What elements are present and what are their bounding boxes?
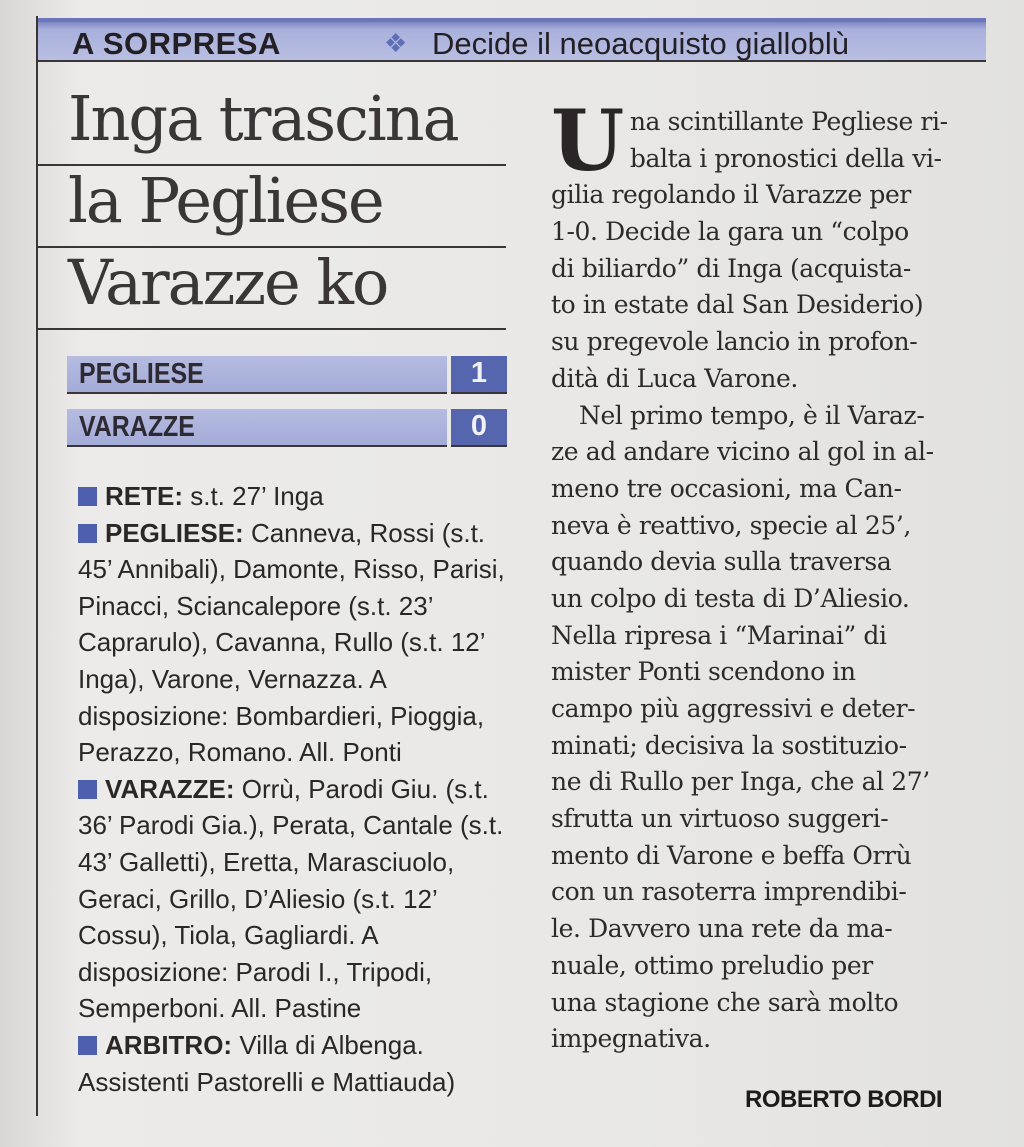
article-line: impegnativa. bbox=[551, 1024, 711, 1054]
article-line: di biliardo” di Inga (acquista- bbox=[551, 253, 911, 283]
lineup-entry: ARBITRO: Villa di Albenga. Assistenti Pastorelli e Mattiauda) bbox=[78, 1029, 456, 1097]
square-bullet-icon bbox=[78, 780, 97, 799]
score-row-home bbox=[67, 356, 507, 394]
article-line: un colpo di testa di D’Aliesio. bbox=[551, 583, 910, 613]
headline bbox=[38, 84, 506, 330]
article-paragraph bbox=[551, 398, 987, 1058]
kicker-bar bbox=[38, 18, 986, 62]
drop-cap: U bbox=[551, 91, 624, 190]
square-bullet-icon bbox=[78, 487, 97, 506]
article-line: una stagione che sarà molto bbox=[551, 987, 899, 1017]
article-line: meno tre occasioni, ma Can- bbox=[551, 473, 902, 503]
article-body bbox=[551, 91, 987, 1058]
diamond-icon: ❖ bbox=[384, 28, 408, 58]
kicker-section: A SORPRESA bbox=[72, 26, 281, 61]
lineup-entry: RETE: s.t. 27’ Inga bbox=[78, 478, 508, 515]
headline-line: Inga trascina bbox=[38, 84, 506, 166]
article-line: neva è reattivo, specie al 25’, bbox=[551, 510, 911, 540]
score-row-away bbox=[67, 409, 507, 447]
article-line: sfrutta un virtuoso suggeri- bbox=[551, 804, 889, 834]
team-name: VARAZZE bbox=[79, 411, 195, 443]
team-name: PEGLIESE bbox=[79, 358, 204, 390]
article-line: ze ad andare vicino al gol in al- bbox=[551, 437, 934, 467]
article-line: mento di Varone e beffa Orrù bbox=[551, 840, 912, 870]
article-line: quando devia sulla traversa bbox=[551, 547, 892, 577]
article-line: 1-0. Decide la gara un “colpo bbox=[551, 217, 909, 247]
article-line: balta i pronostici della vi- bbox=[629, 143, 942, 173]
headline-line: Varazze ko bbox=[38, 248, 506, 330]
article-line: minati; decisiva la sostituzio- bbox=[551, 730, 907, 760]
article-line: su pregevole lancio in profon- bbox=[551, 327, 918, 357]
article-line: Nel primo tempo, è il Varaz- bbox=[579, 400, 925, 430]
article-line: na scintillante Pegliese ri- bbox=[629, 107, 948, 136]
article-line: dità di Luca Varone. bbox=[551, 363, 798, 393]
headline-line: la Pegliese bbox=[38, 166, 506, 248]
square-bullet-icon bbox=[78, 1036, 97, 1055]
article-line: ne di Rullo per Inga, che al 27’ bbox=[551, 767, 930, 797]
team-score: 0 bbox=[470, 410, 488, 442]
article-line: con un rasoterra imprendibi- bbox=[551, 877, 907, 907]
lineup-entry: PEGLIESE: Canneva, Rossi (s.t. 45’ Annibali), Damonte, Risso, Parisi, Pinacci, Sciancalepore (s.t. 23’ Caprarulo), Cavanna, Rullo (s.t. 12’ Inga), Varone, Vernazza. A disposizione: Bombardieri, Pioggia, Perazzo, Romano. All. Ponti bbox=[78, 517, 505, 768]
article-line: le. Davvero una rete da ma- bbox=[551, 914, 893, 944]
article-line: campo più aggressivi e deter- bbox=[551, 694, 916, 723]
article-line: Nella ripresa i “Marinai” di bbox=[551, 620, 887, 650]
article-line: mister Ponti scendono in bbox=[551, 657, 856, 687]
article-line: nuale, ottimo preludio per bbox=[551, 950, 873, 980]
article-line: gilia regolando il Varazze per bbox=[551, 180, 911, 210]
kicker-subtitle: Decide il neoacquisto gialloblù bbox=[432, 26, 850, 61]
article-line: to in estate dal San Desiderio) bbox=[551, 290, 924, 320]
byline: ROBERTO BORDI bbox=[745, 1086, 943, 1113]
match-lineups bbox=[78, 478, 508, 1100]
lineup-entry: VARAZZE: Orrù, Parodi Giu. (s.t. 36’ Parodi Gia.), Perata, Cantale (s.t. 43’ Galletti), Eretta, Marasciuolo, Geraci, Grillo, D’Aliesio (s.t. 12’ Cossu), Tiola, Gagliardi. A disposizione: Parodi I., Tripodi, Semperboni. All. Pastine bbox=[78, 773, 504, 1024]
team-score: 1 bbox=[470, 357, 488, 389]
square-bullet-icon bbox=[78, 524, 97, 543]
